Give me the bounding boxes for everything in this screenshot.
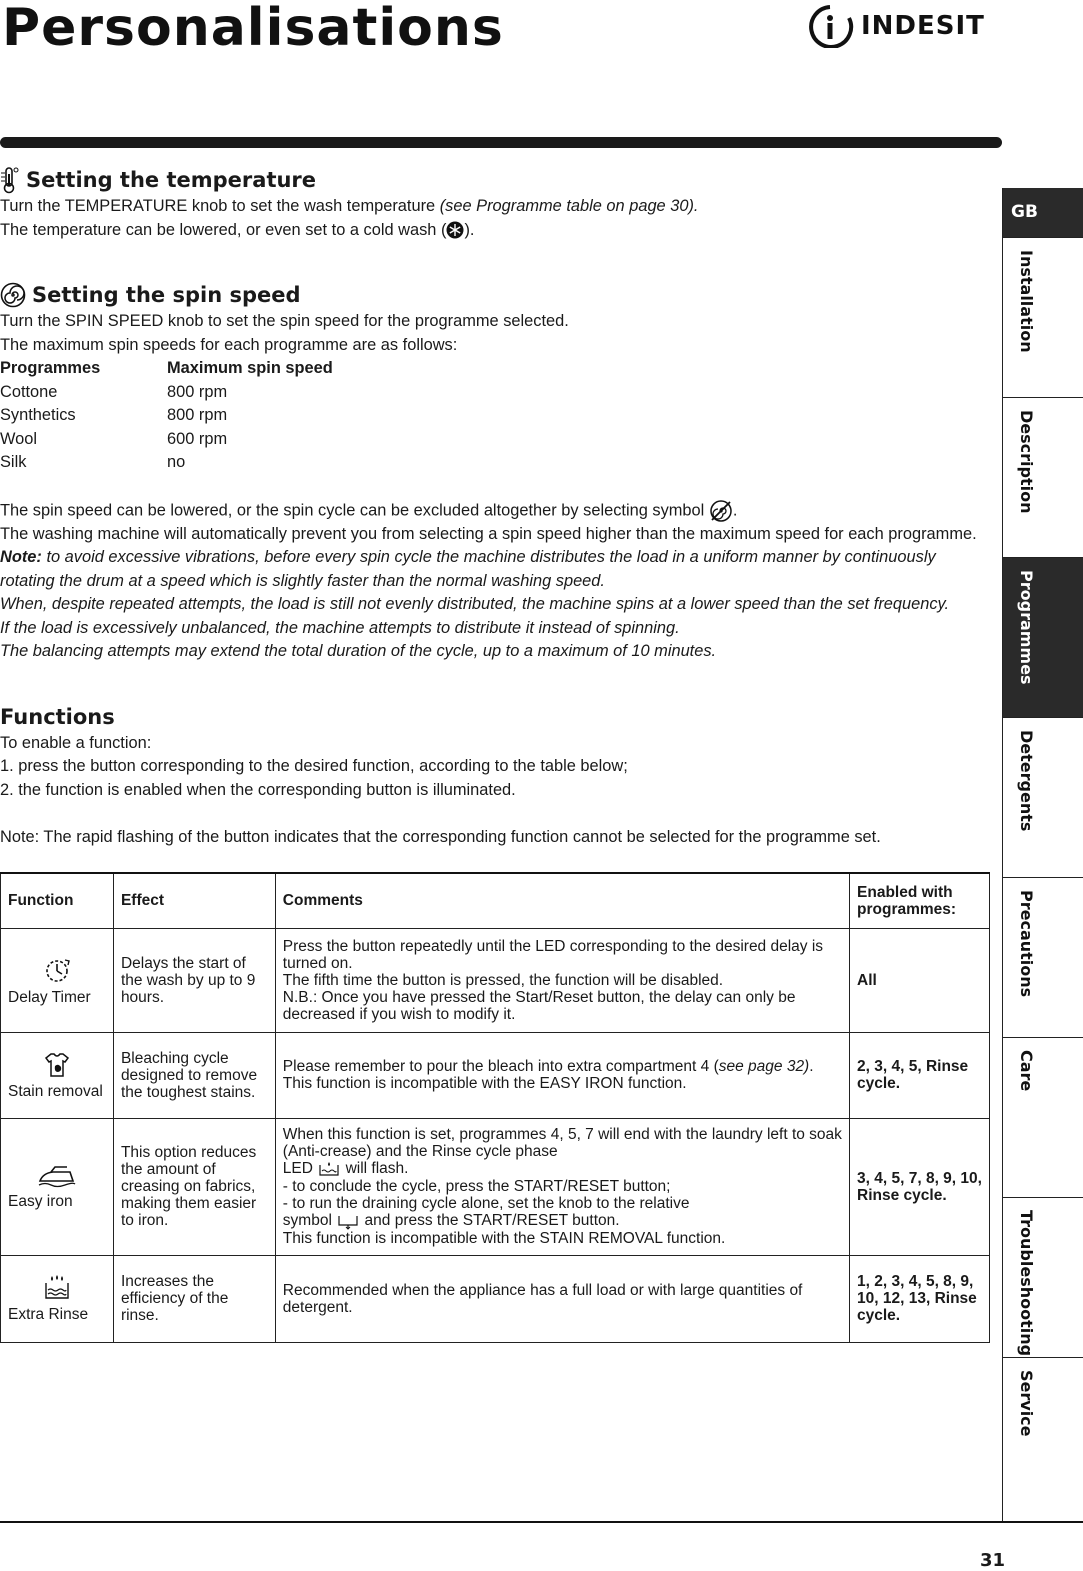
spin-row-programme: Cottone xyxy=(0,382,58,401)
effect-cell: This option reduces the amount of creasing on fabrics, making them easier to iron. xyxy=(113,1118,275,1255)
spin-col-programmes: Programmes xyxy=(0,359,101,377)
spin-lowered-end: . xyxy=(732,500,738,519)
function-name: Extra Rinse xyxy=(8,1306,89,1323)
comment-line: This function is incompatible with the EASY IRON function. xyxy=(282,1075,687,1092)
spin-lowered-text: The spin speed can be lowered, or the spin cycle can be excluded altogether by selecting symbol xyxy=(0,500,705,519)
page-title: Personalisations xyxy=(2,0,504,58)
spin-col-max: Maximum spin speed xyxy=(167,359,333,377)
table-row xyxy=(1,1255,990,1342)
comment-line xyxy=(283,1212,842,1230)
spin-row xyxy=(0,381,985,405)
spin-heading-text: Setting the spin speed xyxy=(32,283,301,307)
temperature-page-ref: (see Programme table on page 30). xyxy=(439,197,699,215)
spin-table-header xyxy=(0,357,985,381)
tab-label: Detergents xyxy=(1017,730,1036,832)
functions-table xyxy=(0,872,990,1343)
spin-row-programme: Silk xyxy=(0,453,27,471)
tab-label: Troubleshooting xyxy=(1017,1210,1036,1357)
comment-line xyxy=(283,1058,842,1075)
spin-row-programme: Wool xyxy=(0,429,38,448)
footer-divider xyxy=(0,1521,1083,1523)
rinse-led-icon xyxy=(317,1160,341,1178)
table-row xyxy=(1,1032,990,1118)
spacer xyxy=(0,802,985,826)
spin-note-text: to avoid excessive vibrations, before every spin cycle the machine distributes the load in a uniform manner by continuously rotating the drum at a speed which is slightly faster than the normal washing speed. xyxy=(0,548,936,590)
spin-row-programme: Synthetics xyxy=(0,406,76,424)
spin-heading xyxy=(0,280,985,310)
functions-intro: To enable a function: xyxy=(0,733,152,752)
brand-name: INDESIT xyxy=(861,11,985,41)
function-cell xyxy=(1,928,114,1032)
enabled-cell: 2, 3, 4, 5, Rinse cycle. xyxy=(850,1032,990,1118)
temperature-heading-text: Setting the temperature xyxy=(26,168,317,192)
comments-cell xyxy=(275,1032,849,1118)
temperature-line2 xyxy=(0,219,985,243)
col-function: Function xyxy=(1,873,114,929)
col-effect: Effect xyxy=(113,873,275,929)
function-cell xyxy=(1,1032,114,1118)
comments-cell xyxy=(275,1118,849,1255)
comment-text: LED xyxy=(282,1160,313,1178)
tab-description[interactable] xyxy=(1003,398,1083,558)
col-enabled: Enabled with programmes: xyxy=(850,873,990,929)
tab-programmes[interactable] xyxy=(1003,558,1083,718)
comment-page-ref: see page 32) xyxy=(718,1058,810,1075)
comment-text: Please remember to pour the bleach into extra compartment 4 ( xyxy=(282,1058,719,1075)
spin-auto-prevent: The washing machine will automatically prevent you from selecting a spin speed higher than the maximum speed for each programme. xyxy=(0,524,977,543)
comment-text: will flash. xyxy=(345,1160,409,1178)
spin-row-speed: 800 rpm xyxy=(167,406,228,424)
indesit-logo-icon xyxy=(805,4,855,48)
tab-label: Programmes xyxy=(1017,570,1036,685)
tab-precautions[interactable] xyxy=(1003,878,1083,1038)
comment-line: The fifth time the button is pressed, the function will be disabled. xyxy=(282,971,724,989)
spin-line1: Turn the SPIN SPEED knob to set the spin speed for the programme selected. xyxy=(0,312,569,330)
comments-cell xyxy=(275,928,849,1032)
col-comments: Comments xyxy=(275,873,849,929)
comment-line: When this function is set, programmes 4, 5, 7 will end with the laundry left to soak (Anti-crease) and the Rinse cycle phase xyxy=(282,1126,842,1160)
function-name: Delay Timer xyxy=(8,988,91,1006)
temperature-line2-end: ). xyxy=(464,220,475,239)
spin-row-speed: 800 rpm xyxy=(167,382,228,401)
spin-row xyxy=(0,404,985,428)
brand-logo xyxy=(805,4,985,48)
comment-text: and press the START/RESET button. xyxy=(364,1212,620,1230)
enabled-cell: 3, 4, 5, 7, 8, 9, 10, Rinse cycle. xyxy=(850,1118,990,1255)
functions-heading: Functions xyxy=(0,704,115,729)
spin-row xyxy=(0,428,985,452)
tab-label: Service xyxy=(1017,1370,1036,1437)
temperature-line1-text: Turn the TEMPERATURE knob to set the wash temperature xyxy=(0,197,436,215)
spin-row-speed: no xyxy=(167,453,186,471)
spin-line2: The maximum spin speeds for each programme are as follows: xyxy=(0,335,458,354)
extra-rinse-icon xyxy=(42,1274,72,1302)
comment-text: symbol xyxy=(282,1212,332,1230)
comment-text: . xyxy=(809,1058,814,1075)
no-spin-icon xyxy=(709,499,733,523)
tab-detergents[interactable] xyxy=(1003,718,1083,878)
tab-care[interactable] xyxy=(1003,1038,1083,1198)
section-tabs xyxy=(1002,188,1083,1521)
enabled-cell: 1, 2, 3, 4, 5, 8, 9, 10, 12, 13, Rinse cycle. xyxy=(850,1255,990,1342)
table-row xyxy=(1,928,990,1032)
table-row xyxy=(1,1118,990,1255)
spacer xyxy=(0,242,985,280)
functions-step2: 2. the function is enabled when the corresponding button is illuminated. xyxy=(0,780,516,799)
spin-note2: When, despite repeated attempts, the load is still not evenly distributed, the machine spins at a lower speed than the set frequency. xyxy=(0,595,950,613)
function-name: Easy iron xyxy=(8,1193,73,1210)
snowflake-icon xyxy=(446,221,464,239)
comment-line: - to conclude the cycle, press the START/RESET button; xyxy=(282,1178,671,1195)
main-content xyxy=(0,165,985,1343)
function-cell xyxy=(1,1255,114,1342)
comment-line: Press the button repeatedly until the LED corresponding to the desired delay is turned on. xyxy=(282,937,824,972)
page-number: 31 xyxy=(980,1550,1006,1571)
delay-timer-icon xyxy=(40,955,74,985)
functions-step1: 1. press the button corresponding to the desired function, according to the table below; xyxy=(0,757,628,775)
function-cell xyxy=(1,1118,114,1255)
tab-label: Care xyxy=(1017,1050,1036,1092)
comment-line: - to run the draining cycle alone, set the knob to the relative xyxy=(282,1195,690,1212)
tab-label: Precautions xyxy=(1017,890,1036,998)
temperature-line2-text: The temperature can be lowered, or even set to a cold wash ( xyxy=(0,220,447,239)
spin-note xyxy=(0,546,985,593)
spacer xyxy=(0,475,985,499)
spin-note3: If the load is excessively unbalanced, the machine attempts to distribute it instead of spinning. xyxy=(0,618,680,637)
effect-cell: Increases the efficiency of the rinse. xyxy=(113,1255,275,1342)
enabled-cell: All xyxy=(850,928,990,1032)
spin-note-label: Note: xyxy=(0,548,42,566)
spacer xyxy=(0,664,985,702)
temperature-heading xyxy=(0,165,985,195)
tab-label: Installation xyxy=(1017,250,1036,353)
header-divider xyxy=(0,137,1002,148)
spin-lowered xyxy=(0,499,985,523)
tab-troubleshooting[interactable] xyxy=(1003,1198,1083,1358)
comment-line xyxy=(283,1160,842,1178)
drain-icon xyxy=(336,1212,360,1230)
tab-installation[interactable] xyxy=(1003,238,1083,398)
comment-line: N.B.: Once you have pressed the Start/Reset button, the delay can only be decreased if you wish to modify it. xyxy=(282,988,796,1023)
effect-cell: Bleaching cycle designed to remove the toughest stains. xyxy=(113,1032,275,1118)
comment-line: This function is incompatible with the STAIN REMOVAL function. xyxy=(282,1230,726,1247)
spin-note4: The balancing attempts may extend the total duration of the cycle, up to a maximum of 10 minutes. xyxy=(0,642,717,660)
language-tab[interactable] xyxy=(1003,188,1083,238)
functions-note: Note: The rapid flashing of the button indicates that the corresponding function cannot be selected for the programme set. xyxy=(0,828,881,846)
tab-label: Description xyxy=(1017,410,1036,514)
effect-cell: Delays the start of the wash by up to 9 hours. xyxy=(113,928,275,1032)
thermometer-icon xyxy=(0,166,20,194)
spin-spiral-icon xyxy=(0,282,26,308)
spin-row xyxy=(0,451,985,475)
easy-iron-icon xyxy=(37,1163,77,1189)
comments-cell: Recommended when the appliance has a full load or with large quantities of detergent. xyxy=(275,1255,849,1342)
language-label: GB xyxy=(1011,202,1038,222)
spin-row-speed: 600 rpm xyxy=(167,429,228,448)
stain-removal-icon xyxy=(42,1051,72,1079)
tab-service[interactable] xyxy=(1003,1358,1083,1518)
function-name: Stain removal xyxy=(8,1082,103,1100)
functions-table-header xyxy=(1,873,990,929)
temperature-line1 xyxy=(0,195,985,219)
